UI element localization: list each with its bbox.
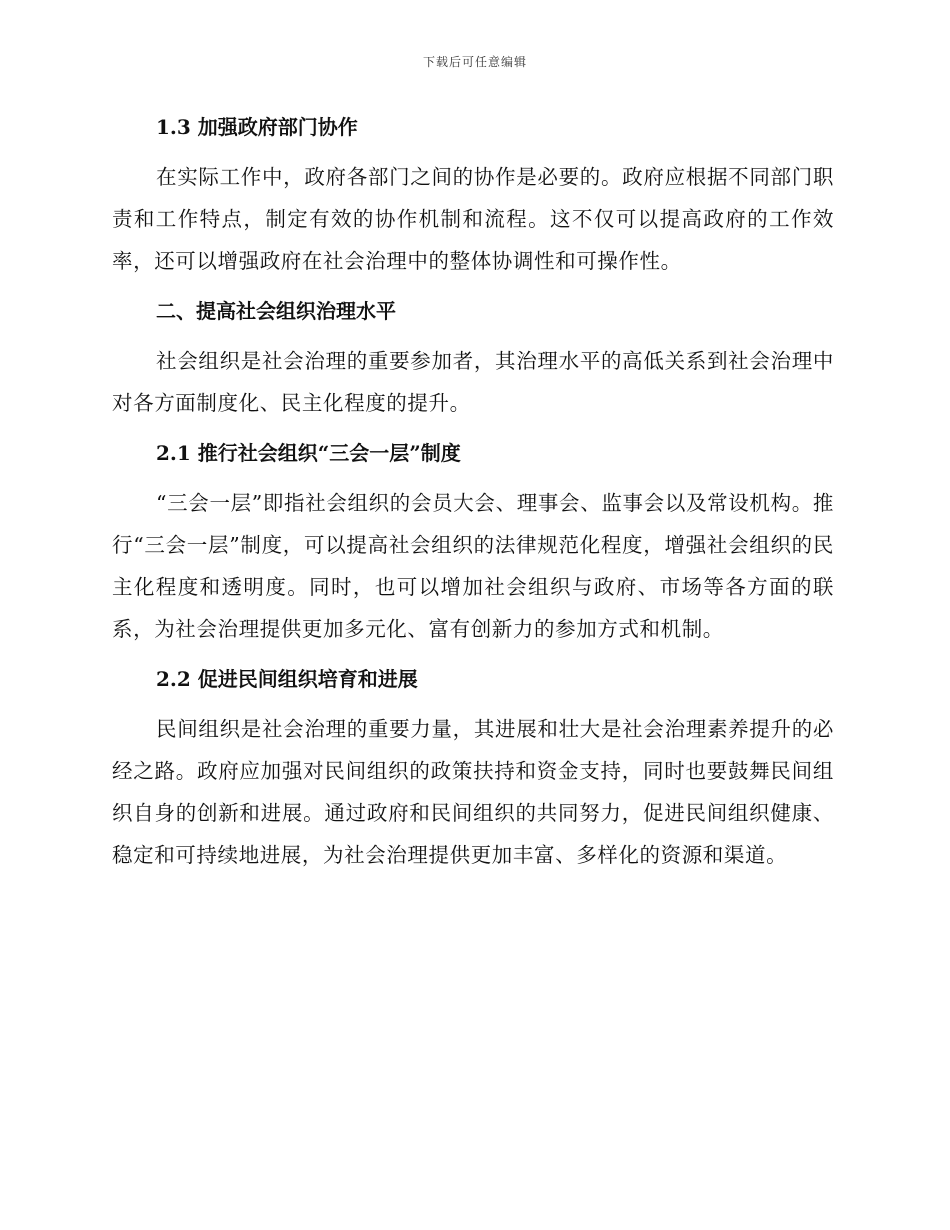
- section-paragraph-1-3: 在实际工作中，政府各部门之间的协作是必要的。政府应根据不同部门职责和工作特点，制定有效的协作机制和流程。这不仅可以提高政府的工作效率，还可以增强政府在社会治理中的整体协调性和可操作性。: [112, 165, 834, 273]
- section-paragraph-2: 社会组织是社会治理的重要参加者，其治理水平的高低关系到社会治理中对各方面制度化、民主化程度的提升。: [112, 349, 834, 415]
- section-heading-1-3: 1.3 加强政府部门协作: [156, 115, 358, 139]
- section-heading-2-1: 2.1 推行社会组织“三会一层”制度: [156, 441, 461, 465]
- section-heading-2-2: 2.2 促进民间组织培育和进展: [156, 667, 418, 691]
- header-note: 下载后可任意编辑: [422, 55, 527, 69]
- section-paragraph-2-2: 民间组织是社会治理的重要力量，其进展和壮大是社会治理素养提升的必经之路。政府应加强对民间组织的政策扶持和资金支持，同时也要鼓舞民间组织自身的创新和进展。通过政府和民间组织的共同努力，促进民间组织健康、稳定和可持续地进展，为社会治理提供更加丰富、多样化的资源和渠道。: [112, 717, 834, 867]
- section-paragraph-2-1: “三会一层”即指社会组织的会员大会、理事会、监事会以及常设机构。推行“三会一层”制度，可以提高社会组织的法律规范化程度，增强社会组织的民主化程度和透明度。同时，也可以增加社会组织与政府、市场等各方面的联系，为社会治理提供更加多元化、富有创新力的参加方式和机制。: [112, 491, 834, 641]
- section-heading-2: 二、提高社会组织治理水平: [156, 299, 396, 323]
- document-body: [112, 108, 834, 876]
